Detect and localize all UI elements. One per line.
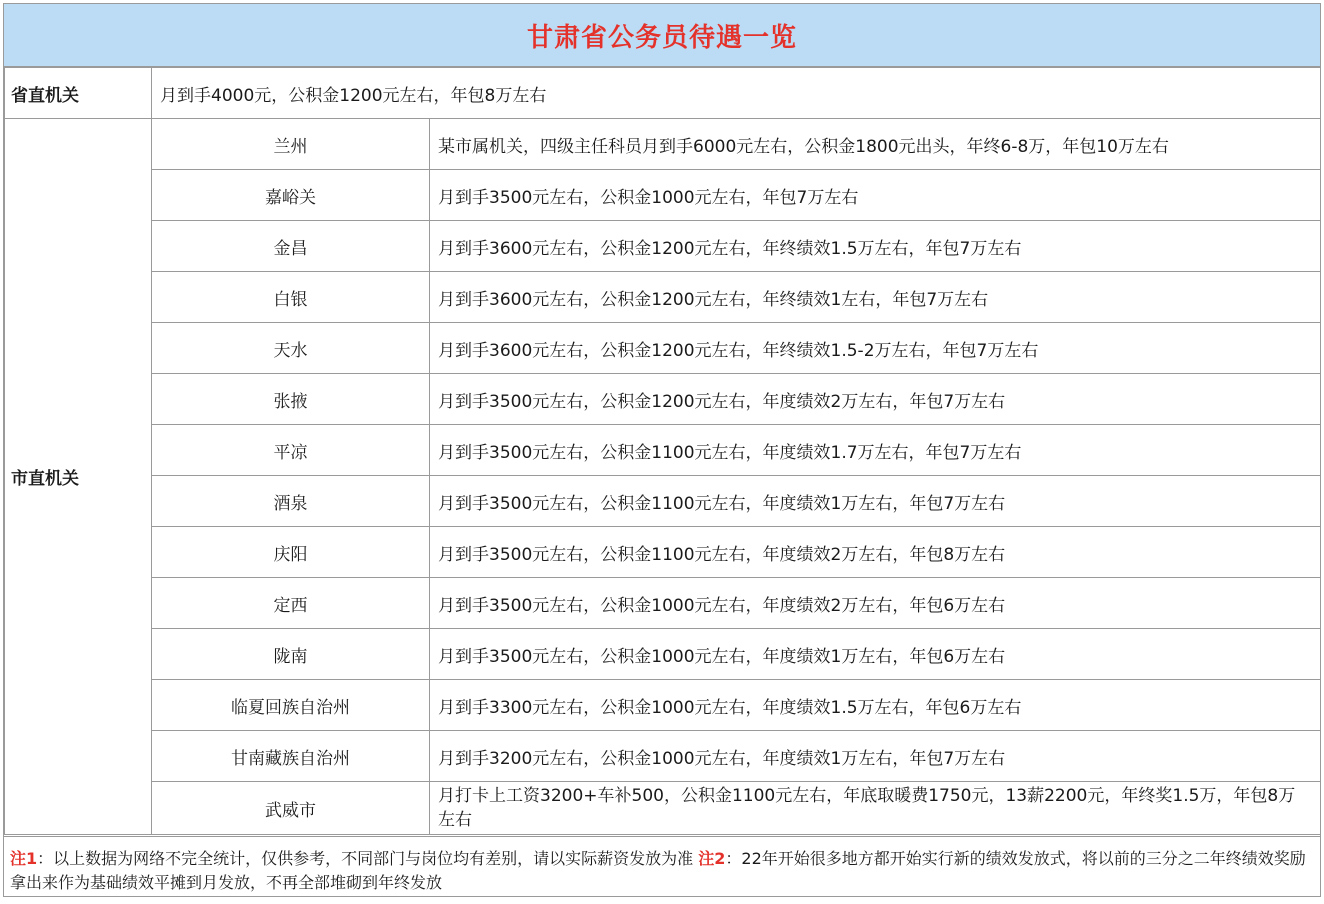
table-row bbox=[5, 680, 1321, 731]
table-row bbox=[5, 170, 1321, 221]
provincial-detail: 月到手4000元，公积金1200元左右，年包8万左右 bbox=[152, 68, 1321, 119]
table-row bbox=[5, 527, 1321, 578]
category-label-provincial: 省直机关 bbox=[5, 68, 152, 119]
title-bar bbox=[4, 4, 1320, 67]
salary-detail: 某市属机关，四级主任科员月到手6000元左右，公积金1800元出头，年终6-8万，年包10万左右 bbox=[430, 119, 1321, 170]
city-name: 平凉 bbox=[152, 425, 430, 476]
city-name: 嘉峪关 bbox=[152, 170, 430, 221]
salary-detail: 月到手3500元左右，公积金1000元左右，年度绩效1万左右，年包6万左右 bbox=[430, 629, 1321, 680]
city-name: 金昌 bbox=[152, 221, 430, 272]
salary-detail: 月到手3500元左右，公积金1100元左右，年度绩效2万左右，年包8万左右 bbox=[430, 527, 1321, 578]
salary-detail: 月到手3600元左右，公积金1200元左右，年终绩效1.5-2万左右，年包7万左右 bbox=[430, 323, 1321, 374]
city-name: 白银 bbox=[152, 272, 430, 323]
salary-detail: 月到手3600元左右，公积金1200元左右，年终绩效1.5万左右，年包7万左右 bbox=[430, 221, 1321, 272]
table-row-provincial bbox=[5, 68, 1321, 119]
table-row bbox=[5, 119, 1321, 170]
city-name: 庆阳 bbox=[152, 527, 430, 578]
note1-tag: 注1 bbox=[10, 849, 38, 868]
salary-detail: 月到手3500元左右，公积金1100元左右，年度绩效1.7万左右，年包7万左右 bbox=[430, 425, 1321, 476]
table-row bbox=[5, 731, 1321, 782]
footnotes bbox=[4, 836, 1320, 896]
city-name: 临夏回族自治州 bbox=[152, 680, 430, 731]
table-row bbox=[5, 425, 1321, 476]
table-row bbox=[5, 578, 1321, 629]
salary-detail: 月到手3500元左右，公积金1000元左右，年包7万左右 bbox=[430, 170, 1321, 221]
city-name: 兰州 bbox=[152, 119, 430, 170]
note2-text: ：22年开始很多地方都开始实行新的绩效发放式，将以前的三分之二年终绩效奖励拿出来作为基础绩效平摊到月发放，不再全部堆砌到年终发放 bbox=[10, 849, 1306, 892]
table-row bbox=[5, 629, 1321, 680]
city-name: 定西 bbox=[152, 578, 430, 629]
table-row bbox=[5, 221, 1321, 272]
salary-detail: 月到手3600元左右，公积金1200元左右，年终绩效1左右，年包7万左右 bbox=[430, 272, 1321, 323]
table-row bbox=[5, 323, 1321, 374]
salary-table bbox=[4, 67, 1321, 835]
table-row bbox=[5, 272, 1321, 323]
city-name: 酒泉 bbox=[152, 476, 430, 527]
page-title: 甘肃省公务员待遇一览 bbox=[526, 22, 797, 53]
salary-detail: 月到手3500元左右，公积金1200元左右，年度绩效2万左右，年包7万左右 bbox=[430, 374, 1321, 425]
salary-detail: 月到手3200元左右，公积金1000元左右，年度绩效1万左右，年包7万左右 bbox=[430, 731, 1321, 782]
table-row bbox=[5, 374, 1321, 425]
category-label-city: 市直机关 bbox=[5, 119, 152, 835]
city-name: 武威市 bbox=[152, 782, 430, 835]
city-name: 张掖 bbox=[152, 374, 430, 425]
table-row bbox=[5, 782, 1321, 835]
city-name: 甘南藏族自治州 bbox=[152, 731, 430, 782]
salary-table-sheet bbox=[3, 3, 1321, 897]
salary-detail: 月到手3500元左右，公积金1100元左右，年度绩效1万左右，年包7万左右 bbox=[430, 476, 1321, 527]
note1-text: ：以上数据为网络不完全统计，仅供参考，不同部门与岗位均有差别，请以实际薪资发放为准 bbox=[37, 849, 694, 868]
city-name: 天水 bbox=[152, 323, 430, 374]
note2-tag: 注2 bbox=[698, 849, 726, 868]
table-row bbox=[5, 476, 1321, 527]
city-name: 陇南 bbox=[152, 629, 430, 680]
salary-detail: 月到手3500元左右，公积金1000元左右，年度绩效2万左右，年包6万左右 bbox=[430, 578, 1321, 629]
salary-detail: 月到手3300元左右，公积金1000元左右，年度绩效1.5万左右，年包6万左右 bbox=[430, 680, 1321, 731]
salary-detail: 月打卡上工资3200+车补500，公积金1100元左右，年底取暖费1750元，13薪2200元，年终奖1.5万，年包8万左右 bbox=[430, 782, 1321, 835]
